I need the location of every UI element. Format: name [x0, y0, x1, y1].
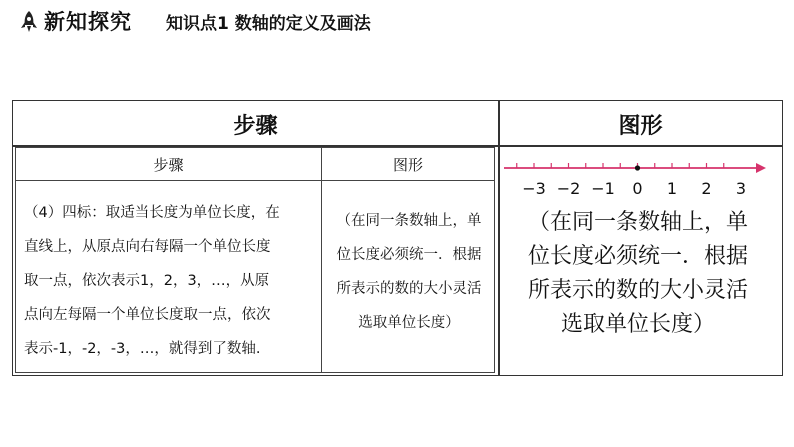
inner-table-image — [15, 147, 495, 373]
step-description — [24, 196, 316, 366]
step-line: 取一点，依次表示1，2，3，…，从原 — [24, 273, 270, 289]
inner-graph-header: 图形 — [392, 156, 423, 174]
inner-steps-header: 步骤 — [153, 156, 184, 174]
graph-line: 位长度必须统一．根据 — [336, 247, 482, 263]
steps-column-header: 步骤 — [233, 114, 278, 139]
graph-line: 选取单位长度） — [358, 315, 460, 331]
inner-column-divider — [321, 148, 322, 372]
tick-label: −3 — [522, 179, 546, 198]
tick-label: 2 — [701, 179, 712, 198]
origin-dot — [635, 165, 640, 170]
section-title: 新知探究 — [44, 10, 132, 34]
axis-arrow — [756, 163, 766, 173]
graph-column-header: 图形 — [618, 114, 663, 139]
step-line: 点向左每隔一个单位长度取一点，依次 — [24, 307, 271, 323]
inner-row-divider — [16, 180, 494, 181]
desc-line: 位长度必须统一．根据 — [527, 244, 748, 269]
desc-line: （在同一条数轴上，单 — [527, 210, 748, 235]
step-line: （4）四标：取适当长度为单位长度，在 — [24, 205, 280, 221]
tick-label: 3 — [735, 179, 747, 198]
tick-label: −1 — [591, 179, 615, 198]
step-line: 表示-1，-2，-3，…，就得到了数轴. — [24, 341, 261, 357]
slide-header — [0, 0, 794, 44]
graph-description — [500, 206, 776, 342]
desc-line: 所表示的数的大小灵活 — [527, 278, 748, 303]
tick-label: 1 — [666, 179, 678, 198]
number-line-diagram — [500, 150, 768, 200]
graph-line: （在同一条数轴上，单 — [336, 213, 482, 229]
section-subtitle: 知识点1 数轴的定义及画法 — [166, 14, 371, 34]
rocket-icon — [18, 10, 40, 34]
inner-graph-description — [326, 204, 492, 340]
tick-label: 0 — [632, 179, 643, 198]
desc-line: 选取单位长度） — [560, 312, 715, 337]
tick-label: −2 — [556, 179, 581, 198]
step-line: 直线上，从原点向右每隔一个单位长度 — [24, 239, 271, 255]
graph-line: 所表示的数的大小灵活 — [336, 281, 482, 297]
